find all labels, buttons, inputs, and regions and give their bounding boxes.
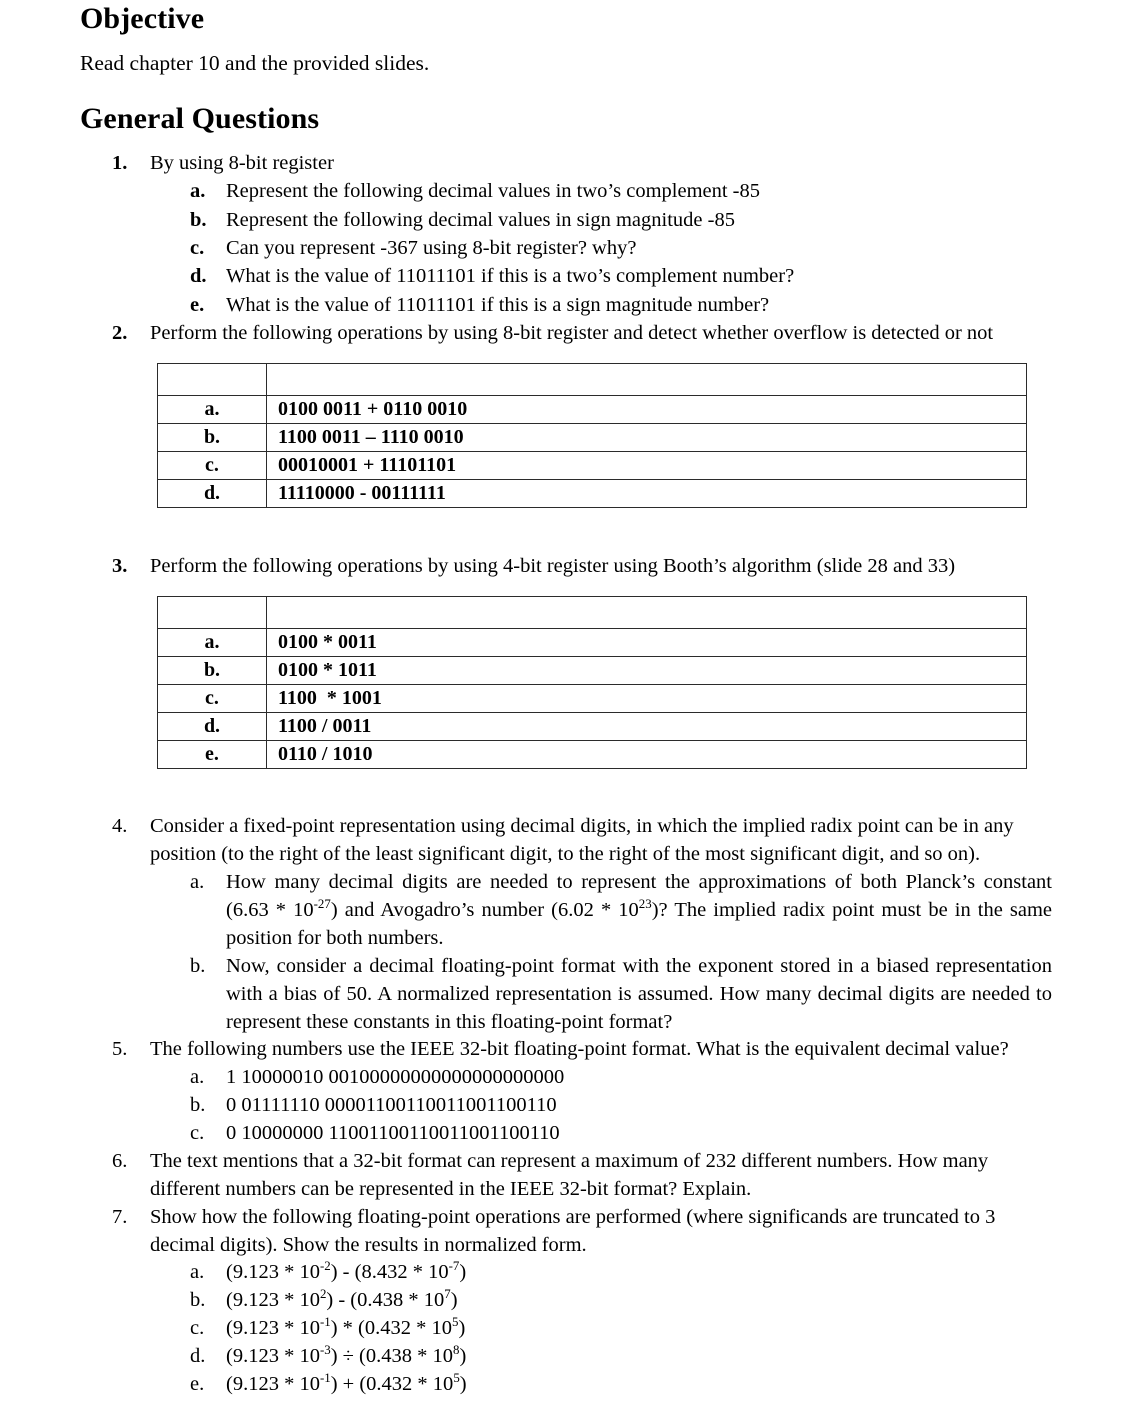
table-row-value: 00010001 + 11101101	[267, 452, 1027, 480]
question-5-item-c-text: 0 10000000 11001100110011001100110	[226, 1122, 560, 1144]
question-1-item-a	[190, 177, 1052, 205]
question-4-item-a	[190, 869, 1052, 953]
table-row-value: 1100 / 0011	[267, 713, 1027, 741]
objective-paragraph: Read chapter 10 and the provided slides.	[80, 50, 430, 75]
question-7	[112, 1204, 1052, 1260]
table-row-letter: a.	[158, 629, 267, 657]
question-7-item-b-marker: b.	[190, 1289, 206, 1312]
question-4-item-b	[190, 953, 1052, 1037]
question-5-item-a-marker: a.	[190, 1066, 205, 1089]
question-1-item-e	[190, 291, 1052, 319]
table-row-letter: d.	[158, 480, 267, 508]
table-row-letter: c.	[158, 685, 267, 713]
table-row-letter: d.	[158, 713, 267, 741]
question-7-item-a-text: $(9.123 * 10^{-2}) - (8.432 * 10^{-7})$	[226, 1258, 467, 1284]
table-row	[158, 452, 1027, 480]
table-row-value: 11110000 - 00111111	[267, 480, 1027, 508]
question-4	[112, 813, 1052, 869]
table-row-value: 1100 * 1001	[267, 685, 1027, 713]
question-7-item-e	[190, 1371, 1052, 1399]
table-row-letter: a.	[158, 396, 267, 424]
question-1-item-d-marker: d.	[190, 265, 207, 288]
table-row-value: 1100 0011 – 1110 0010	[267, 424, 1027, 452]
question-5-item-a	[190, 1064, 1052, 1092]
question-1-item-a-text: Represent the following decimal values in two’s complement -85	[226, 180, 761, 203]
question-3-table	[157, 596, 1027, 769]
question-7-marker: 7.	[112, 1205, 128, 1228]
question-7-item-a	[190, 1259, 1052, 1287]
table-row-value: 0110 / 1010	[267, 741, 1027, 769]
table-header-letter	[158, 597, 267, 629]
question-2-text: Perform the following operations by using 8-bit register and detect whether overflow is detected or not	[150, 321, 994, 344]
question-6	[112, 1148, 1052, 1204]
question-1-item-b-text: Represent the following decimal values in sign magnitude -85	[226, 208, 735, 231]
table-row-letter: b.	[158, 657, 267, 685]
question-4-item-a-text: How many decimal digits are needed to represent the approximations of both Planck’s constant $(6.63 * 10^{-27})$ and Avogadro’s number $(6.02 * 10^{23})$? The implied radix point must be in the same position for both numbers.	[226, 871, 1053, 949]
question-7-item-d-text: $(9.123 * 10^{-3}) \div (0.438 * 10^8)$	[226, 1342, 467, 1367]
question-4-marker: 4.	[112, 815, 128, 838]
question-5-marker: 5.	[112, 1038, 128, 1061]
question-7-item-b	[190, 1287, 1052, 1315]
question-4-item-b-text: Now, consider a decimal floating-point format with the exponent stored in a biased representation with a bias of 50. A normalized representation is assumed. How many decimal digits are needed to represent these constants in this floating-point format?	[226, 954, 1052, 1033]
question-3	[112, 552, 1052, 580]
question-5-text: The following numbers use the IEEE 32-bit floating-point format. What is the equivalent decimal value?	[150, 1038, 1009, 1061]
question-7-item-e-marker: e.	[190, 1372, 205, 1395]
question-4-item-b-marker: b.	[190, 954, 206, 977]
question-1-item-b	[190, 206, 1052, 234]
table-header-value	[267, 364, 1027, 396]
table-row	[158, 685, 1027, 713]
question-5	[112, 1036, 1052, 1064]
table-header-row	[158, 597, 1027, 629]
objective-heading: Objective	[80, 2, 205, 35]
question-7-item-b-text: $(9.123 * 10^2) - (0.438 * 10^7)$	[226, 1286, 458, 1312]
question-2-marker: 2.	[112, 321, 128, 344]
table-row	[158, 713, 1027, 741]
table-row-letter: e.	[158, 741, 267, 769]
table-header-letter	[158, 364, 267, 396]
question-7-text: Show how the following floating-point operations are performed (where significands are truncated to 3 decimal digits). Show the results in normalized form.	[150, 1205, 996, 1256]
table-row	[158, 657, 1027, 685]
question-7-item-d	[190, 1343, 1052, 1371]
question-1-item-d	[190, 262, 1052, 290]
question-5-item-b	[190, 1092, 1052, 1120]
question-1-item-c	[190, 234, 1052, 262]
question-5-item-b-text: 0 01111110 00001100110011001100110	[226, 1094, 557, 1117]
table-header-row	[158, 364, 1027, 396]
question-3-marker: 3.	[112, 555, 128, 578]
question-7-item-c-text: $(9.123 * 10^{-1}) * (0.432 * 10^5)$	[226, 1314, 466, 1340]
question-1-item-c-marker: c.	[190, 236, 205, 259]
question-2-table	[157, 363, 1027, 508]
question-6-marker: 6.	[112, 1149, 128, 1172]
question-1-item-a-marker: a.	[190, 180, 206, 203]
question-7-item-e-text: $(9.123 * 10^{-1}) + (0.432 * 10^5)$	[226, 1370, 467, 1395]
question-5-item-a-text: 1 10000010 00100000000000000000000	[226, 1066, 565, 1089]
question-5-item-c-marker: c.	[190, 1122, 205, 1144]
question-1-item-c-text: Can you represent -367 using 8-bit register? why?	[226, 236, 637, 259]
table-row-value: 0100 * 0011	[267, 629, 1027, 657]
table-row	[158, 424, 1027, 452]
question-6-text: The text mentions that a 32-bit format can represent a maximum of 232 different numbers. How many different numbers can be represented in the IEEE 32-bit format? Explain.	[150, 1149, 989, 1200]
question-1-item-d-text: What is the value of 11011101 if this is a two’s complement number?	[226, 265, 795, 288]
table-row	[158, 741, 1027, 769]
table-header-value	[267, 597, 1027, 629]
question-1	[112, 149, 1052, 177]
question-1-item-b-marker: b.	[190, 208, 207, 231]
question-3-text: Perform the following operations by using 4-bit register using Booth’s algorithm (slide 28 and 33)	[150, 555, 956, 578]
question-1-item-e-text: What is the value of 11011101 if this is a sign magnitude number?	[226, 293, 770, 316]
table-row	[158, 629, 1027, 657]
question-7-item-c	[190, 1315, 1052, 1343]
table-row-letter: c.	[158, 452, 267, 480]
question-1-marker: 1.	[112, 152, 128, 175]
question-1-text: By using 8-bit register	[150, 152, 334, 175]
question-4-item-a-marker: a.	[190, 871, 205, 894]
table-row-value: 0100 * 1011	[267, 657, 1027, 685]
table-row-letter: b.	[158, 424, 267, 452]
table-row	[158, 396, 1027, 424]
question-5-item-c	[190, 1120, 1052, 1148]
question-1-item-e-marker: e.	[190, 293, 205, 316]
question-4-text: Consider a fixed-point representation using decimal digits, in which the implied radix point can be in any position (to the right of the least significant digit, to the right of the most significant digit, and so on).	[150, 815, 1014, 866]
question-7-item-d-marker: d.	[190, 1345, 206, 1367]
question-7-item-c-marker: c.	[190, 1317, 205, 1340]
general-questions-heading: General Questions	[80, 101, 320, 135]
table-row	[158, 480, 1027, 508]
question-5-item-b-marker: b.	[190, 1094, 206, 1117]
table-row-value: 0100 0011 + 0110 0010	[267, 396, 1027, 424]
question-7-item-a-marker: a.	[190, 1261, 205, 1284]
question-2	[112, 319, 1052, 347]
